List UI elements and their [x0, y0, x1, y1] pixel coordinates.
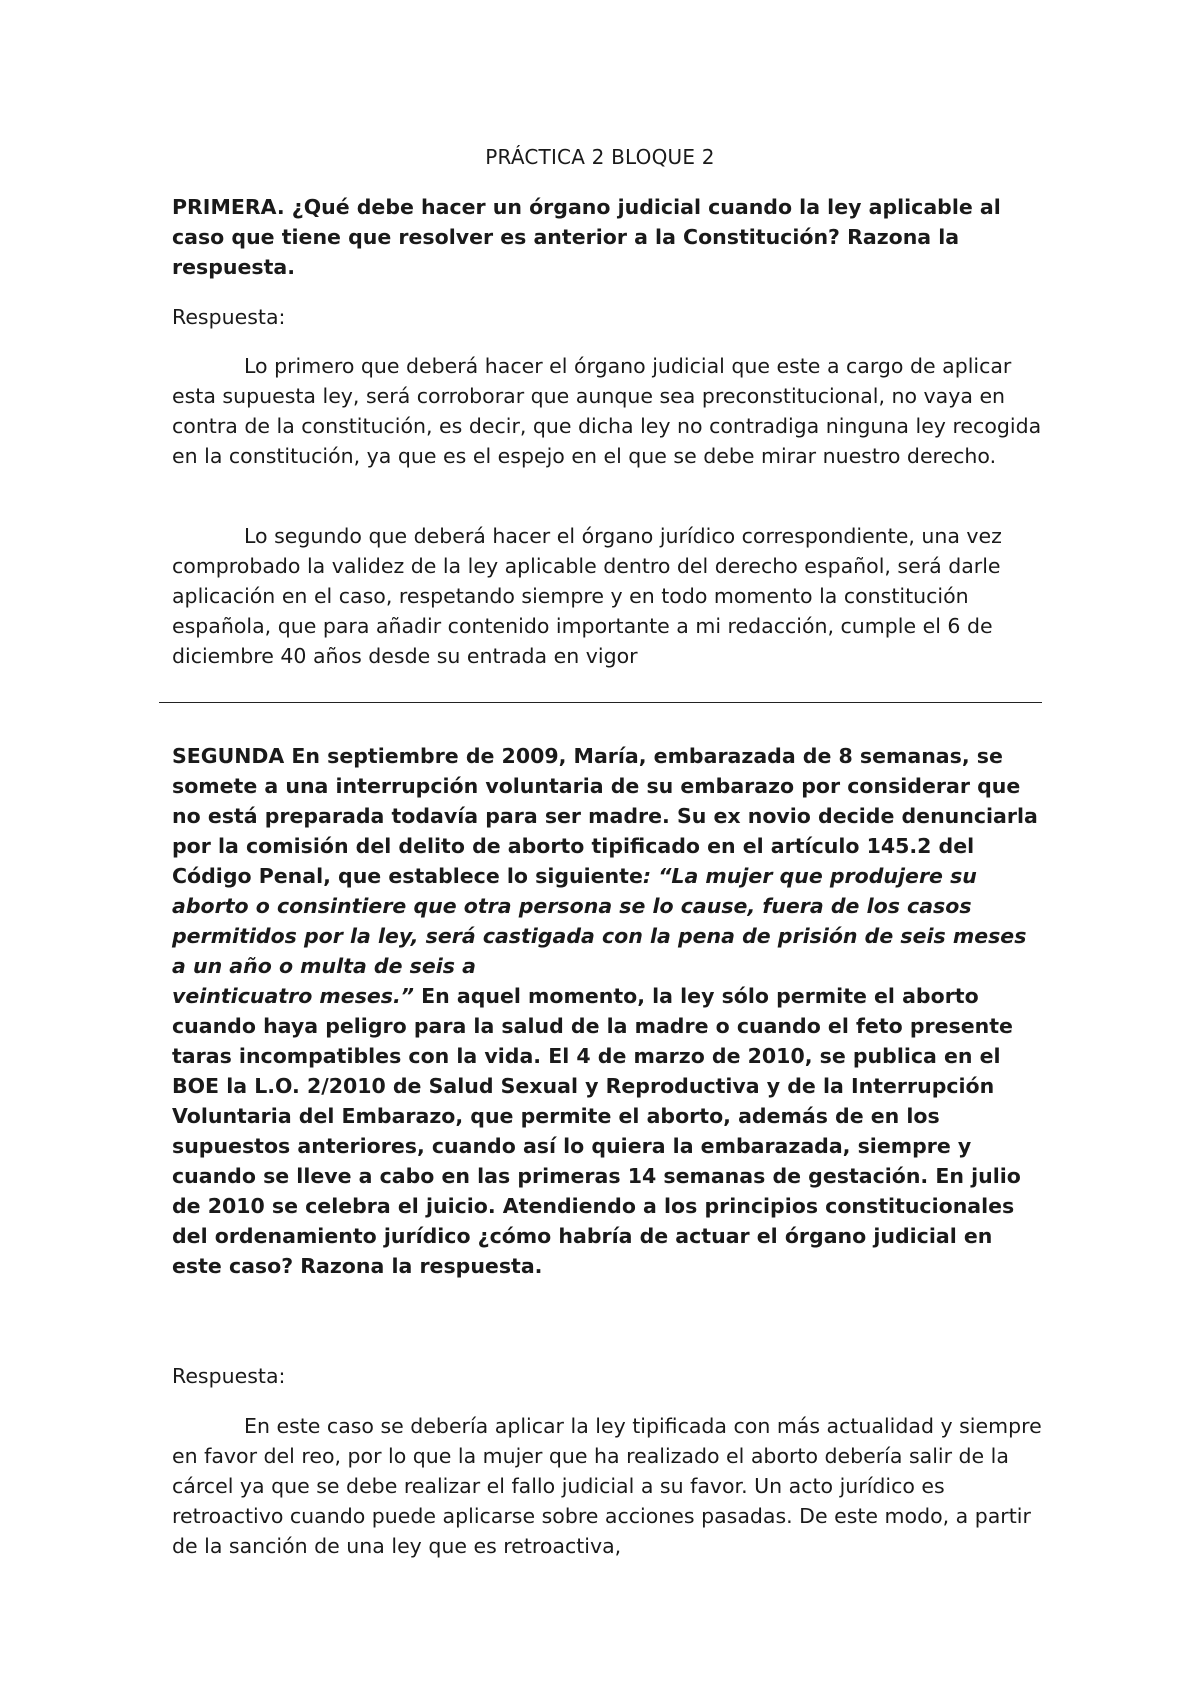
answer-first-paragraph-1: Lo primero que deberá hacer el órgano judicial que este a cargo de aplicar esta supuesta ley, será corroborar que aunque sea preconstitucional, no vaya en contra de la constitución, es decir, que dicha ley no contradiga ninguna ley recogida en la constitución, ya que es el espejo en el que se debe mirar nuestro derecho. — [172, 354, 1042, 468]
section-divider — [159, 702, 1042, 703]
question-second-body: En aquel momento, la ley sólo permite el aborto cuando haya peligro para la salud de la madre o cuando el feto presente taras incompatibles con la vida. El 4 de marzo de 2010, se publica en el BOE la L.O. 2/2010 de Salud Sexual y Reproductiva y de la Interrupción Voluntaria del Embarazo, que permite el aborto, además de en los supuestos anteriores, cuando así lo quiera la embarazada, siempre y cuando se lleve a cabo en las primeras 14 semanas de gestación. En julio de 2010 se celebra el juicio. Atendiendo a los principios constitucionales del ordenamiento jurídico ¿cómo habría de actuar el órgano judicial en este caso? Razona la respuesta. — [172, 984, 1021, 1278]
answer-label-first: Respuesta: — [172, 305, 286, 329]
question-second-quote-2: veinticuatro meses.” — [172, 984, 414, 1008]
answer-first-paragraph-2: Lo segundo que deberá hacer el órgano jurídico correspondiente, una vez comprobado la validez de la ley aplicable dentro del derecho español, será darle aplicación en el caso, respetando siempre y en todo momento la constitución española, que para añadir contenido importante a mi redacción, cumple el 6 de diciembre 40 años desde su entrada en vigor — [172, 524, 1002, 668]
question-second-quote-1: : “La mujer que produjere su aborto o consintiere que otra persona se lo cause, fuera de los casos permitidos por la ley, será castigada con la pena de prisión de seis meses a un año o multa de seis a — [172, 864, 1027, 978]
question-first: PRIMERA. ¿Qué debe hacer un órgano judicial cuando la ley aplicable al caso que tiene que resolver es anterior a la Constitución? Razona la respuesta. — [172, 195, 1001, 279]
question-second-intro: SEGUNDA En septiembre de 2009, María, embarazada de 8 semanas, se somete a una interrupción voluntaria de su embarazo por considerar que no está preparada todavía para ser madre. Su ex novio decide denunciarla por la comisión del delito de aborto tipificado en el artículo 145.2 del Código Penal, que establece lo siguiente — [172, 744, 1038, 888]
answer-label-second: Respuesta: — [172, 1364, 286, 1388]
document-title: PRÁCTICA 2 BLOQUE 2 — [485, 145, 715, 169]
answer-second-paragraph-1: En este caso se debería aplicar la ley tipificada con más actualidad y siempre en favor del reo, por lo que la mujer que ha realizado el aborto debería salir de la cárcel ya que se debe realizar el fallo judicial a su favor. Un acto jurídico es retroactivo cuando puede aplicarse sobre acciones pasadas. De este modo, a partir de la sanción de una ley que es retroactiva, — [172, 1414, 1042, 1558]
question-second — [172, 741, 1042, 1281]
